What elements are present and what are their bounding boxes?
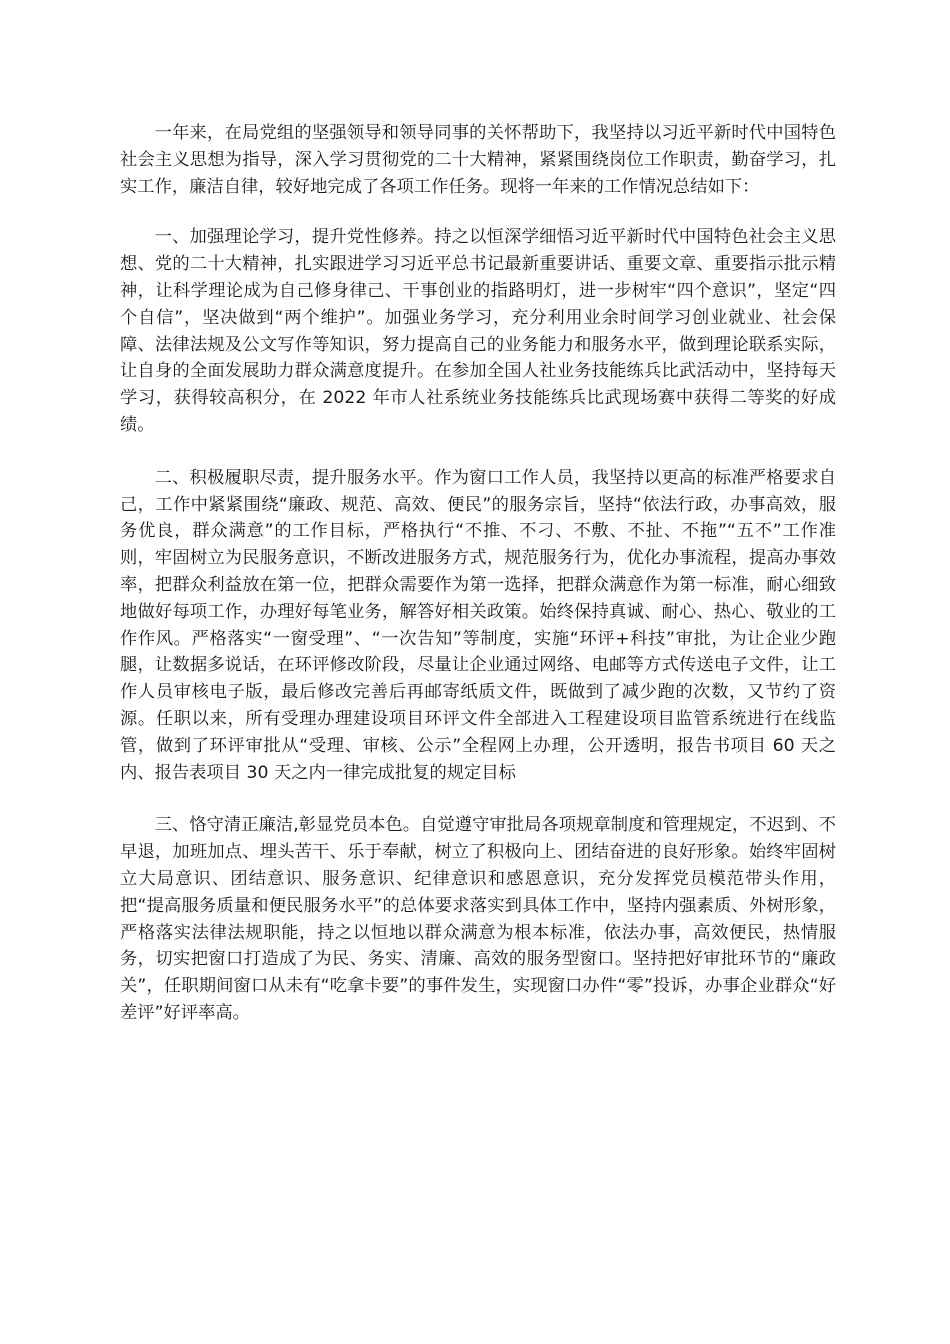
- section-two-paragraph: 二、积极履职尽责，提升服务水平。作为窗口工作人员，我坚持以更高的标准严格要求自己，工作中紧紧围绕“廉政、规范、高效、便民”的服务宗旨，坚持“依法行政，办事高效，服务优良，群众满意”的工作目标，严格执行“不推、不刁、不敷、不扯、不拖”“五不”工作准则，牢固树立为民服务意识，不断改进服务方式，规范服务行为，优化办事流程，提高办事效率，把群众利益放在第一位，把群众需要作为第一选择，把群众满意作为第一标准，耐心细致地做好每项工作，办理好每笔业务，解答好相关政策。始终保持真诚、耐心、热心、敬业的工作作风。严格落实“一窗受理”、“一次告知”等制度，实施“环评+科技”审批，为让企业少跑腿，让数据多说话，在环评修改阶段，尽量让企业通过网络、电邮等方式传送电子文件，让工作人员审核电子版，最后修改完善后再邮寄纸质文件，既做到了减少跑的次数，又节约了资源。任职以来，所有受理办理建设项目环评文件全部进入工程建设项目监管系统进行在线监管，做到了环评审批从“受理、审核、公示”全程网上办理，公开透明，报告书项目 60 天之内、报告表项目 30 天之内一律完成批复的规定目标: [120, 467, 836, 783]
- section-three-paragraph: 三、恪守清正廉洁,彰显党员本色。自觉遵守审批局各项规章制度和管理规定，不迟到、不早退，加班加点、埋头苦干、乐于奉献，树立了积极向上、团结奋进的良好形象。始终牢固树立大局意识、团结意识、服务意识、纪律意识和感恩意识，充分发挥党员模范带头作用，把“提高服务质量和便民服务水平”的总体要求落实到具体工作中，坚持内强素质、外树形象，严格落实法律法规职能，持之以恒地以群众满意为根本标准，依法办事，高效便民，热情服务，切实把窗口打造成了为民、务实、清廉、高效的服务型窗口。坚持把好审批环节的“廉政关”，任职期间窗口从未有“吃拿卡要”的事件发生，实现窗口办件“零”投诉，办事企业群众“好差评”好评率高。: [120, 815, 836, 1023]
- intro-paragraph: 一年来，在局党组的坚强领导和领导同事的关怀帮助下，我坚持以习近平新时代中国特色社会主义思想为指导，深入学习贯彻党的二十大精神，紧紧围绕岗位工作职责，勤奋学习，扎实工作，廉洁自律，较好地完成了各项工作任务。现将一年来的工作情况总结如下：: [120, 123, 836, 197]
- section-one-paragraph: 一、加强理论学习，提升党性修养。持之以恒深学细悟习近平新时代中国特色社会主义思想、党的二十大精神，扎实跟进学习习近平总书记最新重要讲话、重要文章、重要指示批示精神，让科学理论成为自己修身律己、干事创业的指路明灯，进一步树牢“四个意识”，坚定“四个自信”，坚决做到“两个维护”。加强业务学习，充分利用业余时间学习创业就业、社会保障、法律法规及公文写作等知识，努力提高自己的业务能力和服务水平，做到理论联系实际，让自身的全面发展助力群众满意度提升。在参加全国人社业务技能练兵比武活动中，坚持每天学习，获得较高积分，在 2022 年市人社系统业务技能练兵比武现场赛中获得二等奖的好成绩。: [120, 227, 836, 435]
- document-body: [120, 120, 836, 1053]
